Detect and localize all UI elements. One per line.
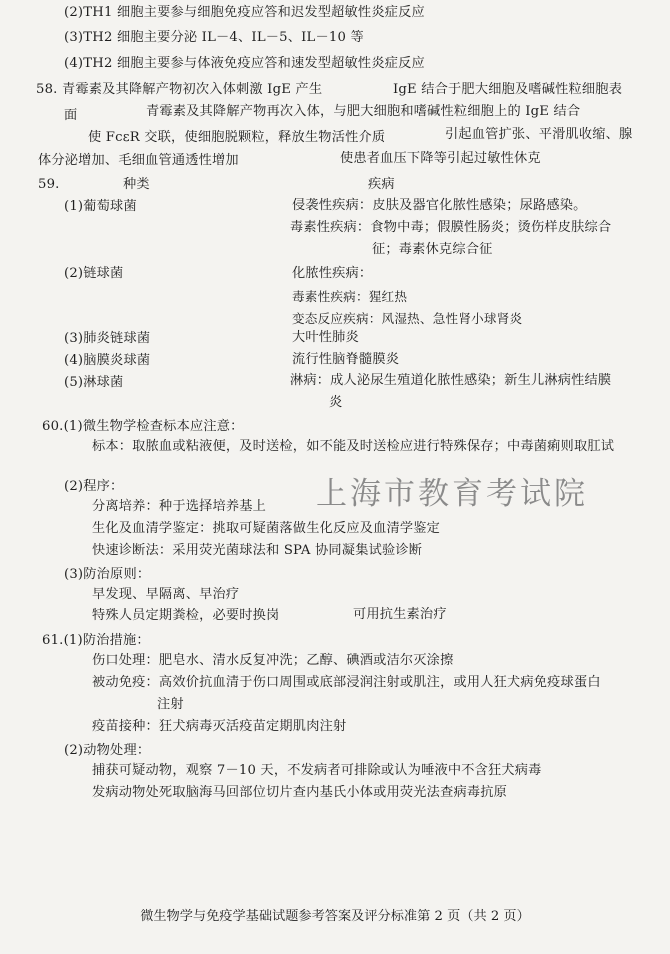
q57-item-4: (4)TH2 细胞主要参与体液免疫应答和速发型超敏性炎症反应 [64,56,425,71]
q58-line3-part2: 引起血管扩张、平滑肌收缩、腺 [445,127,633,142]
q59-strep-pyogenic: 化脓性疾病： [292,266,373,281]
q61-passive-immunity: 被动免疫：高效价抗血清于伤口周围或底部浸润注射或肌注，或用人狂犬病免疫球蛋白 [92,675,601,690]
q60-part3-title: (3)防治原则： [64,567,151,582]
q57-item-2: (2)TH1 细胞主要参与细胞免疫应答和迟发型超敏性炎症反应 [64,5,425,20]
q58-line4-part2: 使患者血压下降等引起过敏性休克 [340,151,541,166]
q61-vaccination: 疫苗接种：狂犬病毒灭活疫苗定期肌肉注射 [92,719,347,734]
q60-isolation: 分离培养：种于选择培养基上 [92,499,267,514]
q58-line1-part1: 58. 青霉素及其降解产物初次入体刺激 IgE 产生 [36,82,323,97]
page-footer: 微生物学与免疫学基础试题参考答案及评分标准第 2 页（共 2 页） [140,909,530,924]
q58-line3-part1: 使 FcεR 交联，使细胞脱颗粒，释放生物活性介质 [88,130,386,145]
q58-line4-part1: 体分泌增加、毛细血管通透性增加 [38,153,239,168]
q61-observe-animal: 捕获可疑动物，观察 7－10 天，不发病者可排除或认为唾液中不含狂犬病毒 [92,763,542,778]
q59-gono-disease-cont: 炎 [329,395,343,410]
q59-mening-disease: 流行性脑脊髓膜炎 [292,352,400,367]
q59-strep-allergy: 变态反应疾病：风湿热、急性肾小球肾炎 [292,311,523,326]
q59-staph-toxin-cont: 征；毒素休克综合征 [372,242,493,257]
q60-antibiotics: 可用抗生素治疗 [353,607,447,622]
q58-line1-part2: IgE 结合于肥大细胞及嗜碱性粒细胞表 [393,82,623,97]
q60-part1-title: 60.(1)微生物学检查标本应注意： [42,419,244,434]
q59-header-type: 种类 [123,177,150,192]
q58-line2-part2: 青霉素及其降解产物再次入体，与肥大细胞和嗜碱性粒细胞上的 IgE 结合 [146,104,581,119]
q60-part2-title: (2)程序： [64,479,124,494]
q61-sick-animal: 发病动物处死取脑海马回部位切片查内基氏小体或用荧光法查病毒抗原 [92,785,508,800]
q59-staph-toxin: 毒素性疾病：食物中毒；假膜性肠炎；烫伤样皮肤综合 [290,220,612,235]
q59-mening-label: (4)脑膜炎球菌 [64,353,151,368]
q58-line2-part1: 面 [64,108,78,123]
q60-identification: 生化及血清学鉴定：挑取可疑菌落做生化反应及血清学鉴定 [92,521,441,536]
q59-pneumo-label: (3)肺炎链球菌 [64,331,151,346]
q59-gono-disease: 淋病：成人泌尿生殖道化脓性感染；新生儿淋病性结膜 [290,373,612,388]
q59-strep-toxin: 毒素性疾病：猩红热 [292,289,408,304]
q60-special-personnel: 特殊人员定期粪检，必要时换岗 [92,608,280,623]
exam-authority-watermark: 上海市教育考试院 [316,476,588,512]
q59-pneumo-disease: 大叶性肺炎 [292,330,359,345]
q59-staph-invasive: 侵袭性疾病：皮肤及器官化脓性感染；尿路感染。 [292,198,587,213]
q61-part2-title: (2)动物处理： [64,743,151,758]
q59-header-disease: 疾病 [368,177,395,192]
q59-gono-label: (5)淋球菌 [64,375,124,390]
q59-number: 59. [38,177,60,192]
q57-item-3: (3)TH2 细胞主要分泌 IL－4、IL－5、IL－10 等 [64,30,364,45]
q59-strep-label: (2)链球菌 [64,266,124,281]
q61-wound-care: 伤口处理：肥皂水、清水反复冲洗；乙醇、碘酒或洁尔灭涂擦 [92,653,454,668]
q60-specimen: 标本：取脓血或粘液便，及时送检，如不能及时送检应进行特殊保存；中毒菌痢则取肛试 [92,439,615,454]
q60-rapid-diagnosis: 快速诊断法：采用荧光菌球法和 SPA 协同凝集试验诊断 [92,543,423,558]
q59-staph-label: (1)葡萄球菌 [64,199,137,214]
q61-part1-title: 61.(1)防治措施： [42,633,150,648]
q60-early-measures: 早发现、早隔离、早治疗 [92,587,240,602]
q61-passive-immunity-cont: 注射 [157,697,184,712]
